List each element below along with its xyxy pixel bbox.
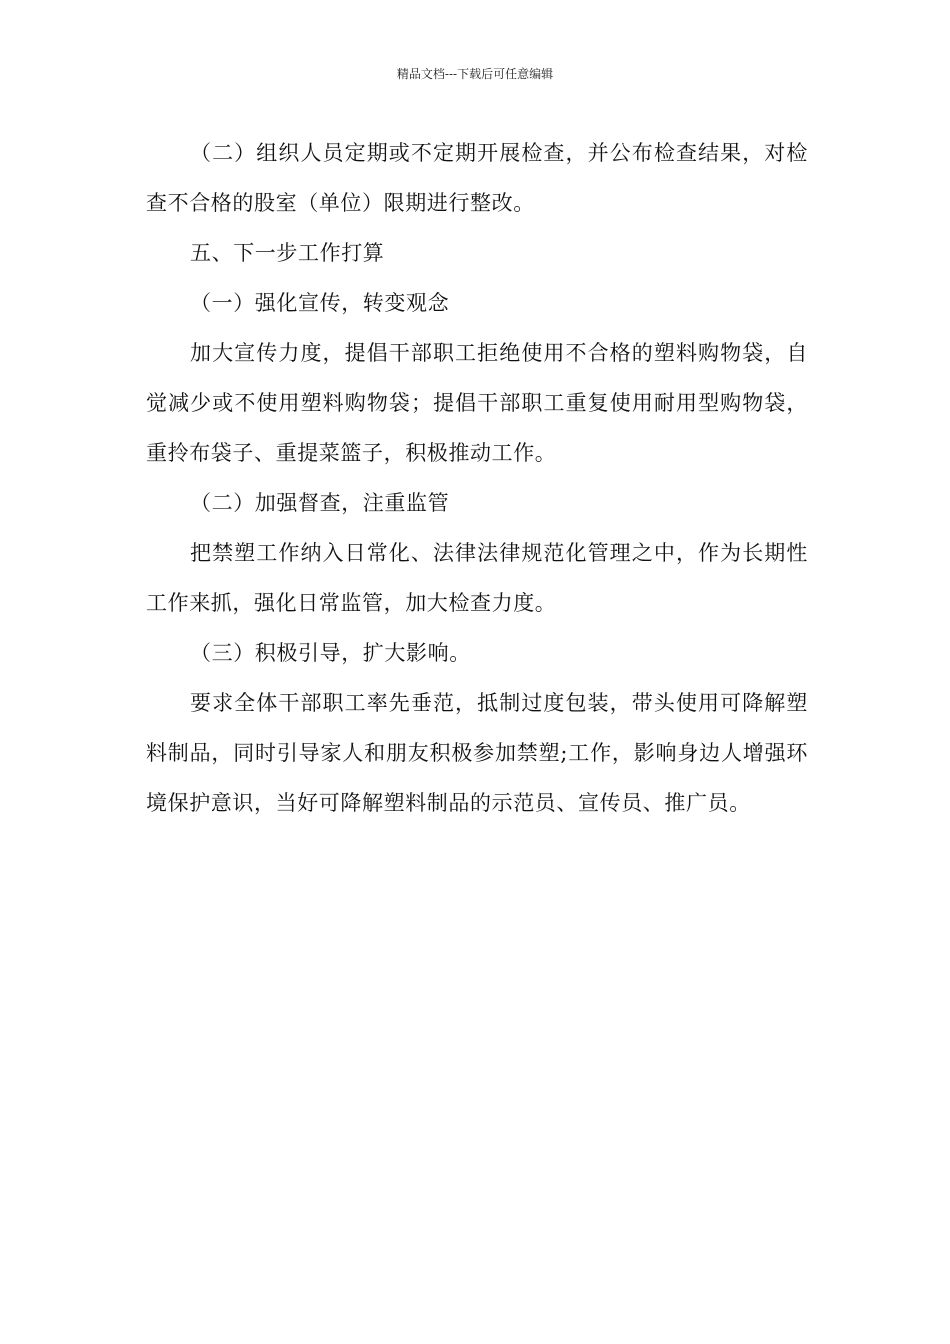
paragraph-inspection: （二）组织人员定期或不定期开展检查，并公布检查结果，对检查不合格的股室（单位）限期进行整改。 xyxy=(146,141,808,215)
paragraph-publicity: 加大宣传力度，提倡干部职工拒绝使用不合格的塑料购物袋，自觉减少或不使用塑料购物袋；提倡干部职工重复使用耐用型购物袋，重拎布袋子、重提菜篮子，积极推动工作。 xyxy=(146,341,808,465)
subheading-supervision: （二）加强督查，注重监管 xyxy=(190,491,450,515)
subheading-guidance: （三）积极引导，扩大影响。 xyxy=(190,641,471,665)
section-heading-next-steps: 五、下一步工作打算 xyxy=(190,241,385,265)
page-header: 精品文档---下载后可任意编辑 xyxy=(396,67,554,81)
paragraph-supervision: 把禁塑工作纳入日常化、法律法律规范化管理之中，作为长期性工作来抓，强化日常监管，加大检查力度。 xyxy=(146,541,808,615)
subheading-publicity: （一）强化宣传，转变观念 xyxy=(190,291,450,315)
paragraph-guidance: 要求全体干部职工率先垂范，抵制过度包装，带头使用可降解塑料制品，同时引导家人和朋友积极参加禁塑;工作，影响身边人增强环境保护意识，当好可降解塑料制品的示范员、宣传员、推广员。 xyxy=(146,691,808,815)
document-body xyxy=(146,128,808,828)
